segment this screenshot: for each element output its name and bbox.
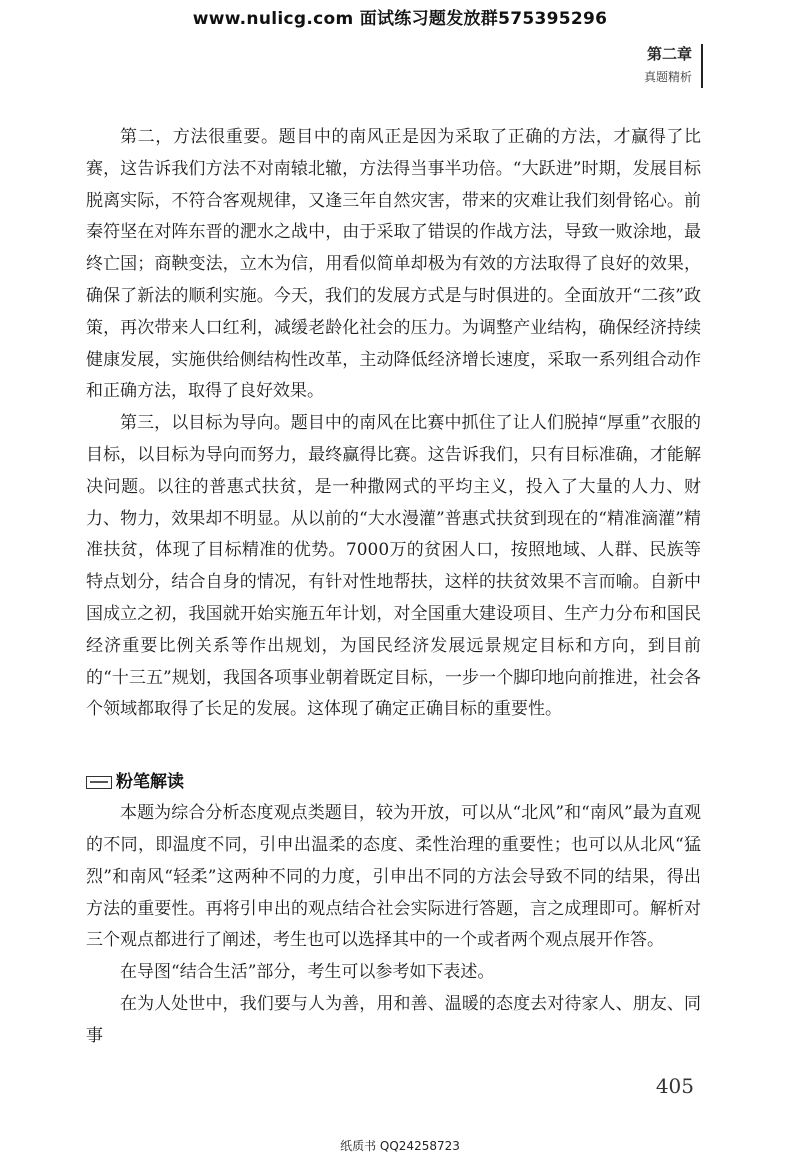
section-heading-label: 粉笔解读: [116, 772, 184, 793]
top-watermark: www.nulicg.com 面试练习题发放群575395296: [192, 9, 608, 29]
running-head: [644, 44, 692, 86]
paragraph-analysis: 本题为综合分析态度观点类题目，较为开放，可以从“北风”和“南风”最为直观的不同，即温度不同，引申出温柔的态度、柔性治理的重要性；也可以从北风“猛烈”和南风“轻柔”这两种不同的力度，引申出不同的方法会导致不同的结果，得出方法的重要性。再将引申出的观点结合社会实际进行答题，言之成理即可。解析对三个观点都进行了阐述，考生也可以选择其中的一个或者两个观点展开作答。: [86, 803, 701, 951]
book-tag-icon: [86, 776, 112, 789]
paragraph-goal: 第三，以目标为导向。题目中的南风在比赛中抓住了让人们脱掉“厚重”衣服的目标，以目标为导向而努力，最终赢得比赛。这告诉我们，只有目标准确，才能解决问题。以往的普惠式扶贫，是一种撒网式的平均主义，投入了大量的人力、财力、物力，效果却不明显。从以前的“大水漫灌”普惠式扶贫到现在的“精准滴灌”精准扶贫，体现了目标精准的优势。7000万的贫困人口，按照地域、人群、民族等特点划分，结合自身的情况，有针对性地帮扶，这样的扶贫效果不言而喻。自新中国成立之初，我国就开始实施五年计划，对全国重大建设项目、生产力分布和国民经济重要比例关系等作出规划，为国民经济发展远景规定目标和方向，到目前的“十三五”规划，我国各项事业朝着既定目标，一步一个脚印地向前推进，社会各个领域都取得了长足的发展。这体现了确定正确目标的重要性。: [86, 413, 701, 720]
section-title: 真题精析: [643, 70, 692, 84]
section-heading: [86, 768, 701, 796]
running-head-divider: [701, 44, 703, 88]
paragraph-mindmap-note: 在导图“结合生活”部分，考生可以参考如下表述。: [120, 962, 495, 983]
paragraph-continuation: 在为人处世中，我们要与人为善，用和善、温暖的态度去对待家人、朋友、同事: [86, 993, 701, 1046]
paragraph-method: 第二，方法很重要。题目中的南风正是因为采取了正确的方法，才赢得了比赛，这告诉我们方法不对南辕北辙，方法得当事半功倍。“大跃进”时期，发展目标脱离实际，不符合客观规律，又逢三年自然灾害，带来的灾难让我们刻骨铭心。前秦符坚在对阵东晋的淝水之战中，由于采取了错误的作战方法，导致一败涂地，最终亡国；商鞅变法，立木为信，用看似简单却极为有效的方法取得了良好的效果，确保了新法的顺利实施。今天，我们的发展方式是与时俱进的。全面放开“二孩”政策，再次带来人口红利，减缓老龄化社会的压力。为调整产业结构，确保经济持续健康发展，实施供给侧结构性改革，主动降低经济增长速度，采取一系列组合动作和正确方法，取得了良好效果。: [86, 127, 701, 402]
page-content: [86, 122, 701, 1053]
bottom-watermark: 纸质书 QQ24258723: [340, 1139, 460, 1153]
page-number: 405: [655, 1074, 694, 1098]
chapter-title: 第二章: [646, 45, 692, 63]
